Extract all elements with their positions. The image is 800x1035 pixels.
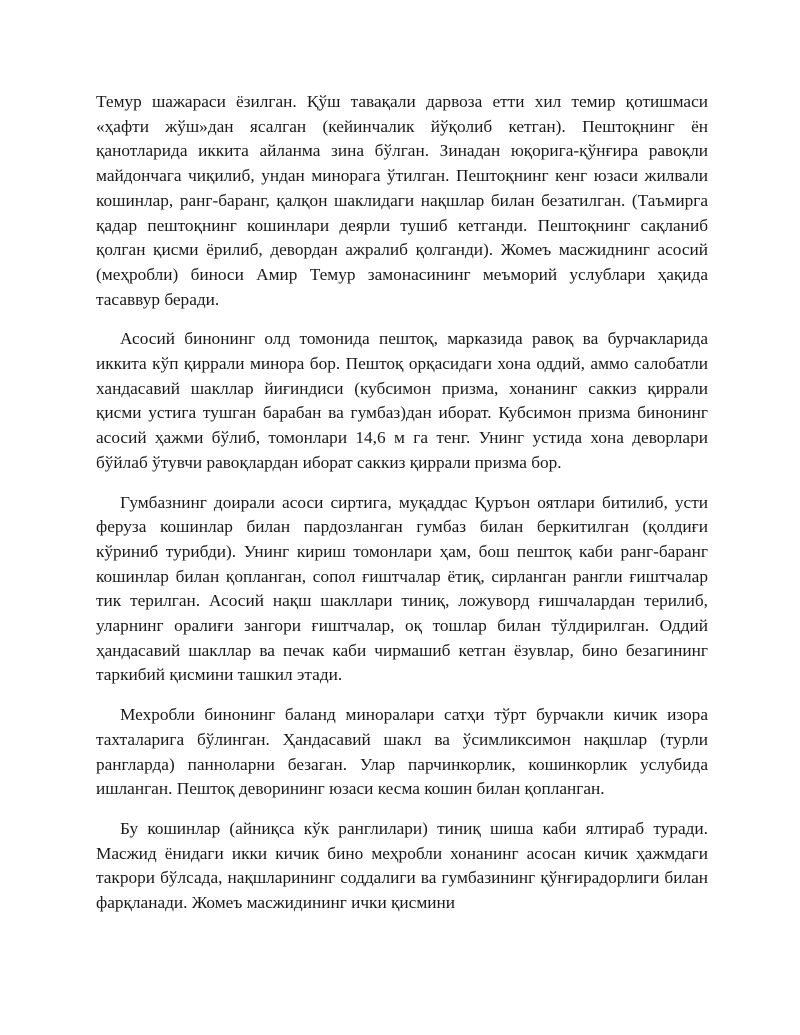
paragraph-3: Гумбазнинг доирали асоси сиртига, муқаддас Қуръон оятлари битилиб, усти феруза кошинлар билан пардозланган гумбаз билан беркитилган (қолдиғи кўриниб турибди). Унинг кириш томонлари ҳам, бош пештоқ каби ранг-баранг кошинлар билан қопланган, сопол ғиштчалар ётиқ, сирланган рангли ғиштчалар тик терилган. Асосий нақш шакллари тиниқ, ложуворд ғишчалардан терилиб, уларнинг оралиғи зангори ғиштчалар, оқ тошлар билан тўлдирилган. Оддий ҳандасавий шакллар ва печак каби чирмашиб кетган ёзувлар, бино безагининг таркибий қисмини ташкил этади. — [96, 492, 708, 685]
paragraph-1: Темур шажараси ёзилган. Қўш тавақали дарвоза етти хил темир қотишмаси «ҳафти жўш»дан ясалган (кейинчалик йўқолиб кетган). Пештоқнинг ён қанотларида иккита айланма зина бўлган. Зинадан юқорига-қўнғира равоқли майдончага чиқилиб, ундан минорага ўтилган. Пештоқнинг кенг юзаси жилвали кошинлар, ранг-баранг, қалқон шаклидаги нақшлар билан безатилган. (Таъмирга қадар пештоқнинг кошинлари деярли тушиб кетганди. Пештоқнинг сақланиб қолган қисми ёрилиб, девордан ажралиб қолганди). Жомеъ масжиднинг асосий (меҳробли) биноси Амир Темур замонасининг меъморий услублари ҳақида тасаввур беради. — [96, 92, 708, 309]
paragraph-4: Мехробли бинонинг баланд миноралари сатҳи тўрт бурчакли кичик изора тахталарига бўлинган. Ҳандасавий шакл ва ўсимликсимон нақшлар (турли рангларда) панноларни безаган. Улар парчинкорлик, кошинкорлик услубида ишланган. Пештоқ деворининг юзаси кесма кошин билан қопланган. — [96, 705, 708, 799]
document-page — [96, 90, 708, 931]
paragraph-5: Бу кошинлар (айниқса кўк ранглилари) тиниқ шиша каби ялтираб туради. Масжид ёнидаги икки кичик бино меҳробли хонанинг асосан кичик ҳажмдаги такрори бўлсада, нақшларининг соддалиги ва гумбазининг қўнғирадорлиги билан фарқланади. Жомеъ масжидининг ички қисмини — [96, 818, 708, 913]
paragraph-2: Асосий бинонинг олд томонида пештоқ, марказида равоқ ва бурчакларида иккита кўп қиррали минора бор. Пештоқ орқасидаги хона оддий, аммо салобатли хандасавий шакллар йиғиндиси (кубсимон призма, хонанинг саккиз қиррали қисми устига тушган барабан ва гумбаз)дан иборат. Кубсимон призма бинонинг асосий ҳажми бўлиб, томонлари 14,6 м га тенг. Унинг устида хона деворлари бўйлаб ўтувчи равоқлардан иборат саккиз қиррали призма бор. — [96, 329, 708, 472]
